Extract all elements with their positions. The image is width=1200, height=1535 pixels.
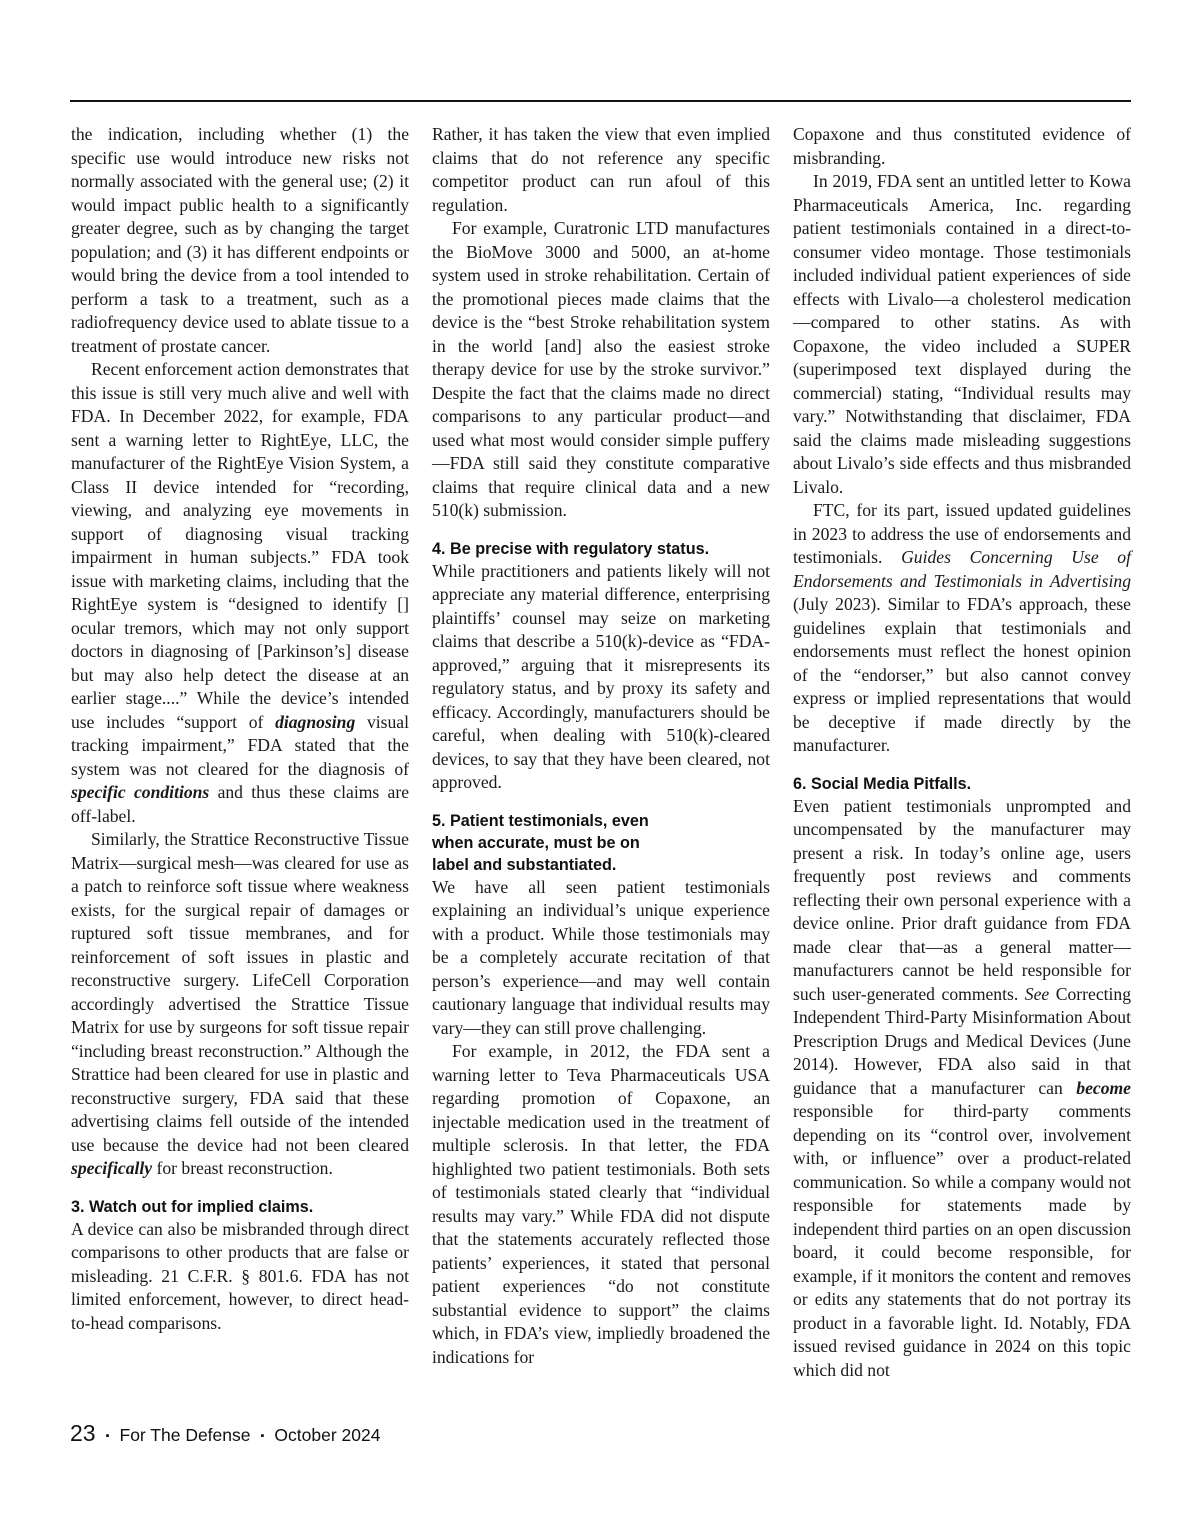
paragraph: In 2019, FDA sent an untitled letter to Kowa Pharmaceuticals America, Inc. regarding patient testimonials contained in a direct-to-consumer video montage. Those testimonials included individual patient experiences of side effects with Livalo—a cholesterol medication—compared to other statins. As with Copaxone, the video included a SUPER (superimposed text displayed during the commercial) stating, “Individual results may vary.” Notwithstanding that disclaimer, FDA said the claims made misleading suggestions about Livalo’s side effects and thus misbranded Livalo. [793, 171, 1131, 497]
section-heading: 6. Social Media Pitfalls. [793, 774, 972, 793]
paragraph: We have all seen patient testimonials explaining an individual’s unique experience with a product. While those testimonials may be a completely accurate recitation of that person’s experience—and may well contain cautionary language that individual results may vary—they can still prove challenging. [432, 876, 770, 1038]
emphasis: become [1076, 1077, 1131, 1098]
column-2 [432, 123, 770, 1369]
emphasis: diagnosing [275, 711, 356, 732]
section-heading: 5. Patient testimonials, even when accurate, must be on label and substantiated. [432, 811, 649, 874]
emphasis: specifically [71, 1158, 153, 1178]
publication-name: For The Defense [119, 1425, 251, 1445]
column-3 [793, 123, 1131, 1382]
paragraph: For example, Curatronic LTD manufactures the BioMove 3000 and 5000, an at-home system used in stroke rehabilitation. Certain of the promotional pieces made claims that the device is the “best Stroke rehabilitation system in the world [and] also the easiest stroke therapy device for use by the stroke survivor.” Despite the fact that the claims made no direct comparisons to any particular product—and used what most would consider simple puffery—FDA still said they constitute comparative claims that require clinical data and a new 510(k) submission. [432, 218, 770, 520]
section-heading: 3. Watch out for implied claims. [71, 1197, 314, 1216]
page-number: 23 [70, 1420, 96, 1446]
separator-icon: ▪ [260, 1430, 265, 1442]
paragraph: Rather, it has taken the view that even implied claims that do not reference any specific competitor product can run afoul of this regulation. [432, 124, 770, 215]
section-heading: 4. Be precise with regulatory status. [432, 539, 710, 558]
header-rule [70, 100, 1131, 102]
emphasis: See [1024, 983, 1050, 1004]
paragraph: Similarly, the Strattice Reconstructive Tissue Matrix—surgical mesh—was cleared for use as a patch to reinforce soft tissue where weakness exists, for the surgical repair of damages or ruptured soft tissue membranes, and for reinforcement of soft issues in plastic and reconstructive surgery. LifeCell Corporation accordingly advertised the Strattice Tissue Matrix for use by surgeons for soft tissue repair “including breast reconstruction.” Although the Strattice had been cleared for use in plastic and reconstructive surgery, FDA said that these advertising claims fell outside of the intended use because the device had not been cleared specifically for breast reconstruction. [71, 829, 409, 1178]
paragraph: For example, in 2012, the FDA sent a warning letter to Teva Pharmaceuticals USA regarding promotion of Copaxone, an injectable medication used in the treatment of multiple sclerosis. In that letter, the FDA highlighted two patient testimonials. Both sets of testimonials stated clearly that “individual results may vary.” While FDA did not dispute that the statements accurately reflected those patients’ experiences, it stated that personal patient experiences “do not constitute substantial evidence to support” the claims which, in FDA’s view, impliedly broadened the indications for [432, 1041, 770, 1367]
emphasis: Guides Concerning Use of Endorsements and Testimonials in Advertising [793, 547, 1131, 591]
emphasis: specific conditions [71, 782, 210, 802]
paragraph: Even patient testimonials unprompted and uncompensated by the manufacturer may present a risk. In today’s online age, users frequently post reviews and comments reflecting their own personal experience with a device online. Prior draft guidance from FDA made clear that—as a general matter—manufacturers cannot be held responsible for such user-generated comments. See Correcting Independent Third-Party Misinformation About Prescription Drugs and Medical Devices (June 2014). However, FDA also said in that guidance that a manufacturer can become responsible for third-party comments depending on its “control over, involvement with, or influence” over a product-related communication. So while a company would not responsible for statements made by independent third parties on an open discussion board, it could become responsible, for example, if it monitors the content and removes or edits any statements that do not portray its product in a favorable light. Id. Notably, FDA issued revised guidance in 2024 on this topic which did not [793, 795, 1131, 1380]
separator-icon: ▪ [105, 1430, 110, 1442]
paragraph: the indication, including whether (1) the specific use would introduce new risks not normally associated with the general use; (2) it would impact public health to a significantly greater degree, such as by changing the target population; and (3) it has different endpoints or would bring the device from a tool intended to perform a task to a treatment, such as a radiofrequency device used to ablate tissue to a treatment of prostate cancer. [71, 124, 409, 356]
paragraph: Copaxone and thus constituted evidence of misbranding. [793, 124, 1131, 168]
issue-date: October 2024 [274, 1425, 381, 1445]
paragraph: FTC, for its part, issued updated guidelines in 2023 to address the use of endorsements and testimonials. Guides Concerning Use of Endorsements and Testimonials in Advertising (July 2023). Similar to FDA’s approach, these guidelines explain that testimonials and endorsements must reflect the honest opinion of the “endorser,” but also cannot convey express or implied representations that would be deceptive if made directly by the manufacturer. [793, 500, 1131, 755]
page-footer [70, 1420, 380, 1447]
paragraph: While practitioners and patients likely will not appreciate any material difference, enterprising plaintiffs’ counsel may seize on marketing claims that describe a 510(k)-device as “FDA-approved,” arguing that it misrepresents its regulatory status, and by proxy its safety and efficacy. Accordingly, manufacturers should be careful, when dealing with 510(k)-cleared devices, to say that they have been cleared, not approved. [432, 560, 770, 792]
paragraph: A device can also be misbranded through direct comparisons to other products that are false or misleading. 21 C.F.R. § 801.6. FDA has not limited enforcement, however, to direct head-to-head comparisons. [71, 1218, 409, 1333]
paragraph: Recent enforcement action demonstrates that this issue is still very much alive and well with FDA. In December 2022, for example, FDA sent a warning letter to RightEye, LLC, the manufacturer of the RightEye Vision System, a Class II device intended for “recording, viewing, and analyzing eye movements in support of diagnosing visual tracking impairment in human subjects.” FDA took issue with marketing claims, including that the RightEye system is “designed to identify [] ocular tremors, which may not only support doctors in diagnosing of [Parkinson’s] disease but may also help detect the disease at an earlier stage....” While the device’s intended use includes “support of diagnosing visual tracking impairment,” FDA stated that the system was not cleared for the diagnosis of specific conditions and thus these claims are off-label. [71, 359, 409, 826]
column-1 [71, 123, 409, 1335]
